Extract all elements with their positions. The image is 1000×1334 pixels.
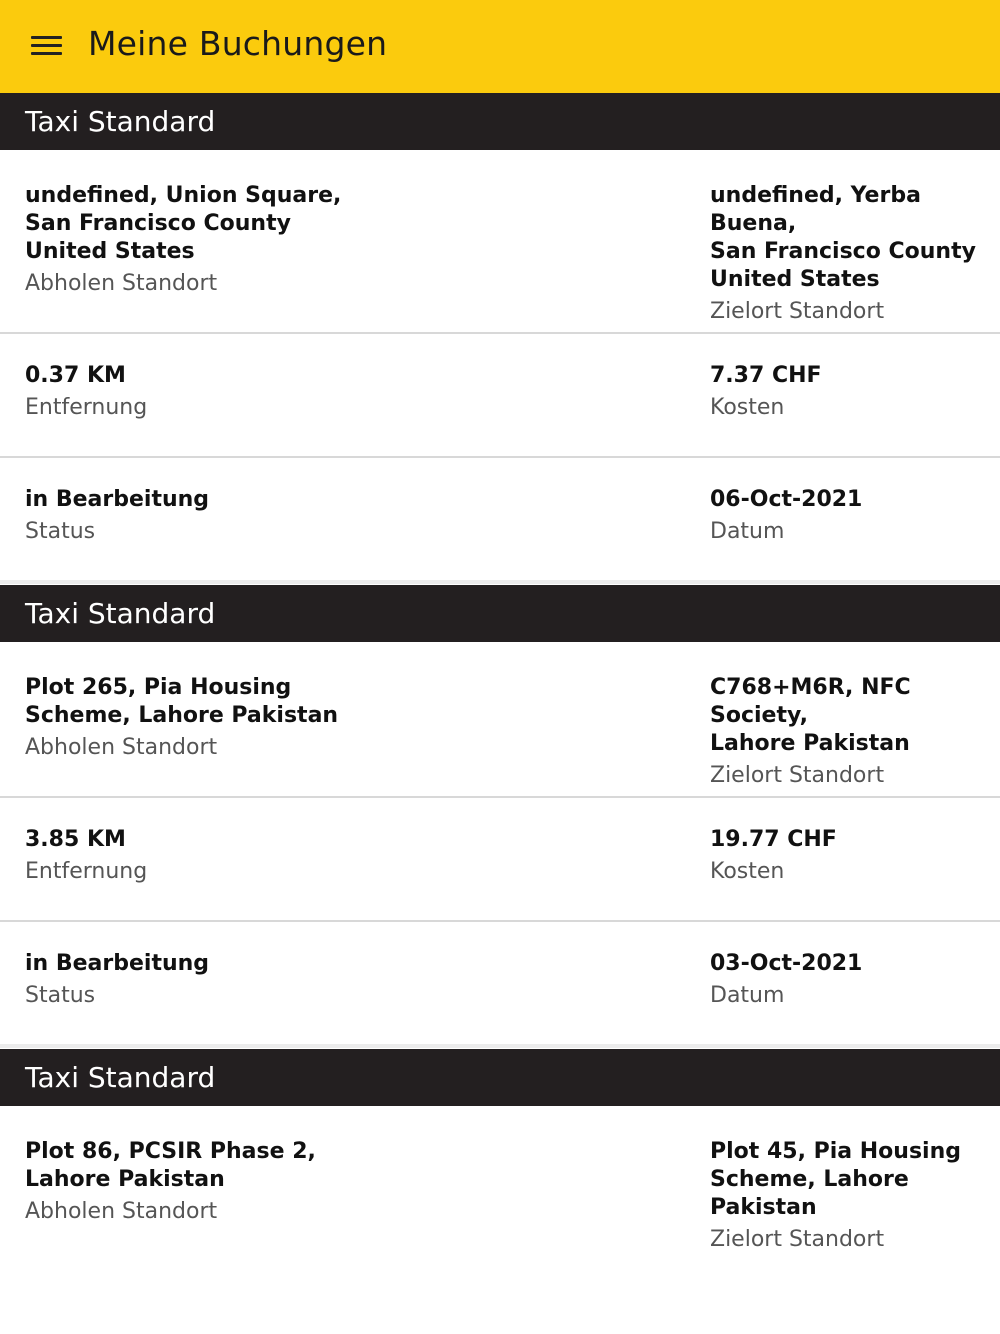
destination-label: Zielort Standort	[710, 299, 885, 324]
menu-icon[interactable]	[31, 34, 63, 58]
distance-value: 3.85 KM	[25, 827, 126, 852]
date-label: Datum	[710, 983, 785, 1008]
booking-locations-row[interactable]	[0, 642, 1000, 797]
cost	[710, 362, 822, 422]
pickup-value: Plot 265, Pia Housing Scheme, Lahore Pakistan	[25, 675, 339, 728]
pickup-label: Abholen Standort	[25, 1199, 218, 1224]
destination-location	[710, 1138, 1000, 1254]
destination-value: undefined, Yerba Buena, San Francisco County United States	[710, 183, 976, 292]
booking-status-date-row[interactable]	[0, 458, 1000, 580]
destination-location	[710, 674, 1000, 790]
status-value: in Bearbeitung	[25, 487, 210, 512]
status-label: Status	[25, 983, 96, 1008]
booking-category: Taxi Standard	[25, 597, 216, 630]
cost-label: Kosten	[710, 859, 785, 884]
cost-value: 19.77 CHF	[710, 827, 837, 852]
booking-header[interactable]	[0, 93, 1000, 150]
booking-distance-cost-row[interactable]	[0, 798, 1000, 920]
pickup-value: undefined, Union Square, San Francisco County United States	[25, 183, 342, 264]
cost	[710, 826, 837, 886]
date-value: 03-Oct-2021	[710, 951, 863, 976]
cost-value: 7.37 CHF	[710, 363, 822, 388]
card-separator	[0, 1044, 1000, 1048]
booking-locations-row[interactable]	[0, 150, 1000, 333]
booking-header[interactable]	[0, 585, 1000, 642]
date	[710, 950, 862, 1010]
pickup-label: Abholen Standort	[25, 271, 218, 296]
pickup-location	[25, 182, 341, 298]
distance-label: Entfernung	[25, 395, 148, 420]
distance-value: 0.37 KM	[25, 363, 126, 388]
distance	[25, 362, 147, 422]
pickup-location	[25, 674, 338, 762]
status	[25, 486, 209, 546]
booking-category: Taxi Standard	[25, 105, 216, 138]
app-bar	[0, 0, 1000, 93]
booking-distance-cost-row[interactable]	[0, 334, 1000, 456]
destination-value: C768+M6R, NFC Society, Lahore Pakistan	[710, 675, 911, 756]
page-title: Meine Buchungen	[88, 24, 388, 63]
destination-label: Zielort Standort	[710, 763, 885, 788]
status-label: Status	[25, 519, 96, 544]
destination-label: Zielort Standort	[710, 1227, 885, 1252]
booking-status-date-row[interactable]	[0, 922, 1000, 1044]
pickup-location	[25, 1138, 316, 1226]
distance-label: Entfernung	[25, 859, 148, 884]
distance	[25, 826, 147, 886]
destination-location	[710, 182, 1000, 326]
pickup-label: Abholen Standort	[25, 735, 218, 760]
status-value: in Bearbeitung	[25, 951, 210, 976]
booking-locations-row[interactable]	[0, 1106, 1000, 1261]
cost-label: Kosten	[710, 395, 785, 420]
booking-category: Taxi Standard	[25, 1061, 216, 1094]
pickup-value: Plot 86, PCSIR Phase 2, Lahore Pakistan	[25, 1139, 316, 1192]
booking-header[interactable]	[0, 1049, 1000, 1106]
status	[25, 950, 209, 1010]
date-value: 06-Oct-2021	[710, 487, 863, 512]
date-label: Datum	[710, 519, 785, 544]
date	[710, 486, 862, 546]
card-separator	[0, 580, 1000, 584]
destination-value: Plot 45, Pia Housing Scheme, Lahore Pakistan	[710, 1139, 961, 1220]
